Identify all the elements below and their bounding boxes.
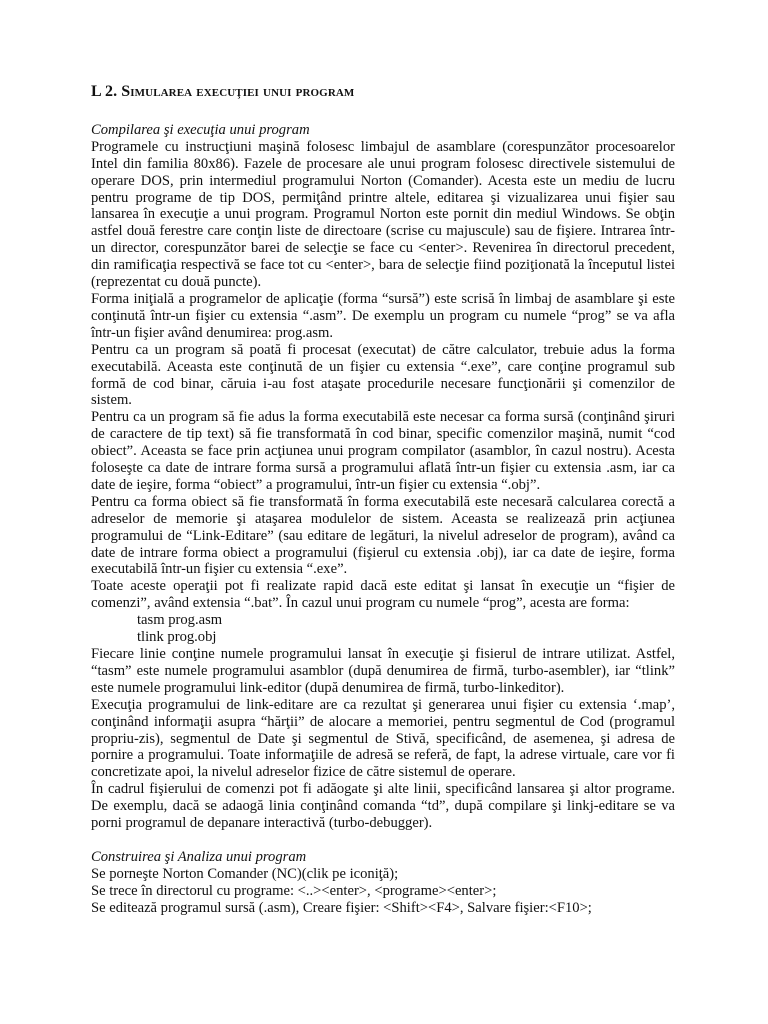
section-spacer [91,832,675,849]
paragraph: Programele cu instrucţiuni maşină folosesc limbajul de asamblare (corespunzător procesoarelor Intel din familia 80x86). Fazele de procesare ale unui program folosesc directivele sistemului de operare DOS, prin intermediul programului Norton (Comander). Acesta este un mediu de lucru pentru programe de tip DOS, permiţând printre altele, editarea şi vizualizarea unui fişier sau lansarea în execuţie a unui program. Programul Norton este pornit din mediul Windows. Se obţin astfel două ferestre care conţin liste de directoare (scrise cu majuscule) sau de fişiere. Intrarea într-un director, corespunzător barei de selecţie se face cu <enter>. Revenirea în directorul precedent, din ramificaţia respectivă se face tot cu <enter>, bara de selecţie fiind poziţionată la începutul listei (reprezentat cu două puncte). [91,138,675,291]
paragraph: Fiecare linie conţine numele programului lansat în execuţie şi fisierul de intrare utilizat. Astfel, “tasm” este numele programului asamblor (după denumirea de firmă, turbo-asembler), iar “tlink” este numele programului link-editor (după denumirea de firmă, turbo-linkeditor). [91,646,675,696]
section-heading-construction: Construirea şi Analiza unui program [91,848,307,865]
paragraph: Toate aceste operaţii pot fi realizate rapid dacă este editat şi lansat în execuţie un “fişier de comenzi”, având extensia “.bat”. În cazul unui program cu numele “prog”, acesta are forma: [91,578,675,612]
code-line: tlink prog.obj [137,629,217,646]
paragraph: Pentru ca un program să fie adus la forma executabilă este necesar ca forma sursă (conţinând şiruri de caractere de tip text) să fie transformată în cod binar, specific comenzilor maşină, numit “cod obiect”. Aceasta se face prin acţiunea unui program compilator (asamblor, în cazul nostru). Acesta foloseşte ca date de intrare forma sursă a programului aflată într-un fişier cu extensia .asm, iar ca date de ieşire, forma “obiect” a programului, într-un fişier cu extensia “.obj”. [91,409,675,493]
code-line: tasm prog.asm [137,612,223,629]
document-content [91,84,675,917]
paragraph: În cadrul fişierului de comenzi pot fi adăogate şi alte linii, specificând lansarea şi altor programe. De exemplu, dacă se adaogă linia conţinând comanda “td”, după compilare şi linkj-editare se va porni programul de depanare interactivă (turbo-debugger). [91,781,675,832]
document-title [91,84,675,102]
instruction-line: Se editează programul sursă (.asm), Creare fişier: <Shift><F4>, Salvare fişier:<F10>; [91,899,592,916]
instruction-line: Se trece în directorul cu programe: <..><enter>, <programe><enter>; [91,882,497,899]
paragraph: Forma iniţială a programelor de aplicaţie (forma “sursă”) este scrisă în limbaj de asamblare şi este conţinută într-un fişier cu extensia “.asm”. De exemplu un program cu numele “prog” se va afla într-un fişier având denumirea: prog.asm. [91,290,675,341]
instruction-line: Se porneşte Norton Comander (NC)(clik pe iconiţă); [91,865,399,882]
title-text: L 2. Simularea execuţiei unui program [91,83,355,100]
paragraph: Pentru ca forma obiect să fie transformată în forma executabilă este necesară calcularea corectă a adreselor de memorie şi ataşarea modulelor de sistem. Aceasta se realizează prin acţiunea programului de “Link-Editare” (sau editare de legături, la nivelul adreselor de program), având ca date de intrare forma obiect a programului (fişierul cu extensia .obj), iar ca date de ieşire, forma executabilă într-un fişier cu extensia “.exe”. [91,493,675,578]
paragraph: Pentru ca un program să poată fi procesat (executat) de către calculator, trebuie adus la forma executabilă. Aceasta este conţinută de un fişier cu extensia “.exe”, care conţine programul sub formă de cod binar, căruia i-au fost ataşate procedurile necesare funcţionării şi comenzilor de sistem. [91,341,675,409]
section-heading-compilation: Compilarea şi execuţia unui program [91,121,310,138]
paragraph: Execuţia programului de link-editare are ca rezultat şi generarea unui fişier cu extensia ‘.map’, conţinând informaţii asupra “hărţii” de alocare a memoriei, pentru segmentul de Cod (programul propriu-zis), segmentul de Date şi segmentul de Stivă, specificând, de asemenea, şi adresa de pornire a programului. Toate informaţiile de adresă se referă, de fapt, la adrese virtuale, care vor fi concretizate apoi, la nivelul adreselor fizice de către sistemul de operare. [91,696,675,781]
